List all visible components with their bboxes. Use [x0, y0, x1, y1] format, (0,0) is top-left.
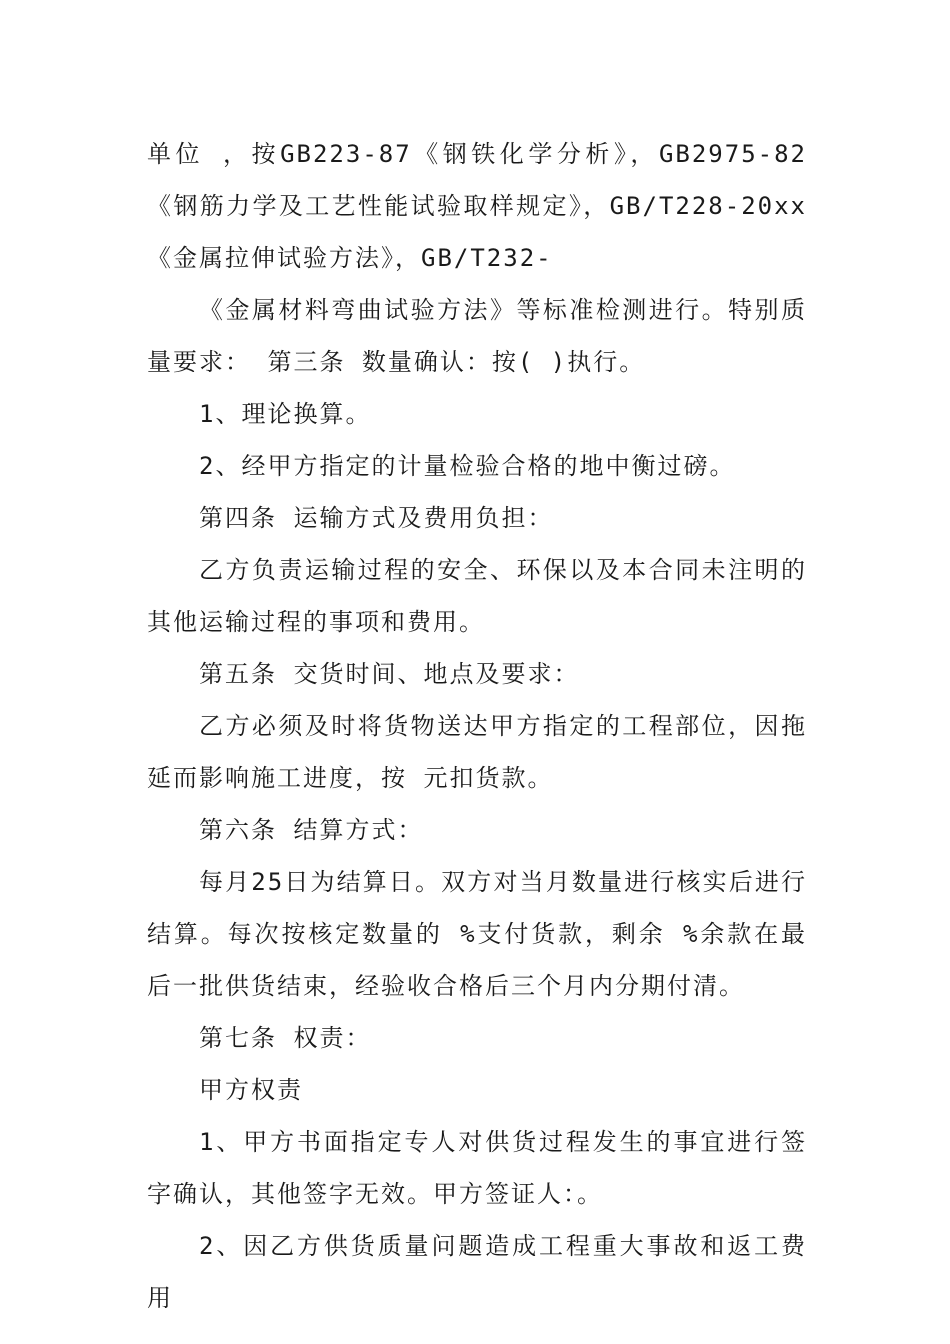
party-a-rights-heading: 甲方权责: [199, 1076, 303, 1104]
paragraph-item-2-weighing: 2、经甲方指定的计量检验合格的地中衡过磅。: [199, 452, 736, 480]
paragraph-standards: 单位 ，按GB223-87《钢铁化学分析》，GB2975-82《钢筋力学及工艺性能试验取样规定》，GB/T228-20xx《金属拉伸试验方法》，GB/T232-: [147, 140, 807, 272]
article-7-heading: 第七条 权责：: [199, 1024, 372, 1052]
paragraph-party-a-item-1: 1、甲方书面指定专人对供货过程发生的事宜进行签字确认，其他签字无效。甲方签证人：。: [147, 1128, 807, 1208]
article-4-heading: 第四条 运输方式及费用负担：: [199, 504, 554, 532]
paragraph-quality-quantity: 《金属材料弯曲试验方法》等标准检测进行。特别质量要求： 第三条 数量确认：按( )执行。: [147, 296, 807, 376]
article-5-heading: 第五条 交货时间、地点及要求：: [199, 660, 580, 688]
paragraph-transport: 乙方负责运输过程的安全、环保以及本合同未注明的其他运输过程的事项和费用。: [147, 556, 807, 636]
paragraph-delivery: 乙方必须及时将货物送达甲方指定的工程部位，因拖延而影响施工进度，按 元扣货款。: [147, 712, 807, 792]
paragraph-party-a-item-2: 2、因乙方供货质量问题造成工程重大事故和返工费用: [147, 1232, 807, 1312]
paragraph-item-1-theory: 1、理论换算。: [199, 400, 372, 428]
paragraph-settlement: 每月25日为结算日。双方对当月数量进行核实后进行结算。每次按核定数量的 %支付货款，剩余 %余款在最后一批供货结束，经验收合格后三个月内分期付清。: [147, 868, 807, 1000]
article-6-heading: 第六条 结算方式：: [199, 816, 424, 844]
document-page: [147, 128, 807, 1324]
